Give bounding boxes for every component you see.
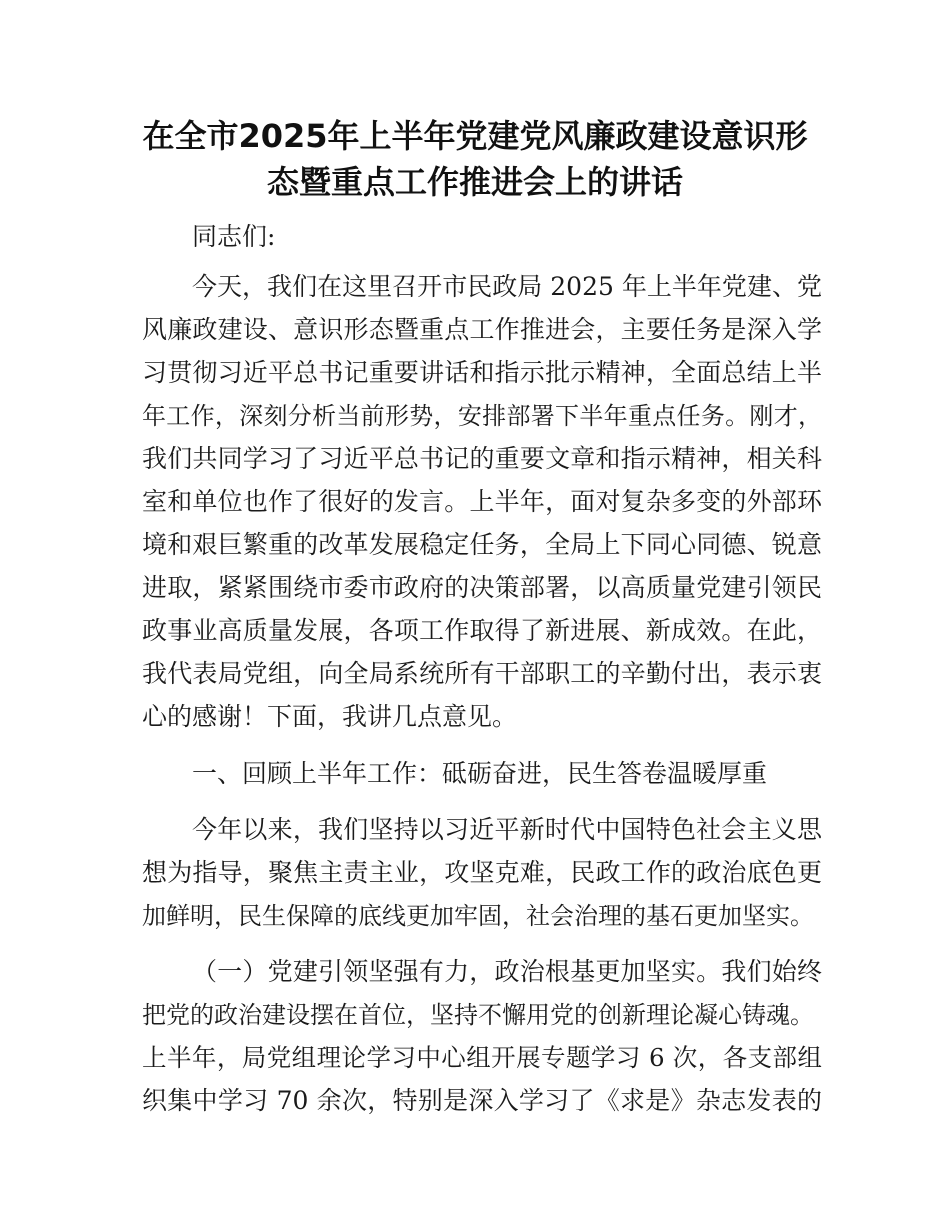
paragraph-2-line: 想为指导，聚焦主责主业，攻坚克难，民政工作的政治底色更 [142,858,822,887]
paragraph-1-line: 进取，紧紧围绕市委市政府的决策部署，以高质量党建引领民 [142,573,822,602]
paragraph-1-line: 心的感谢！下面，我讲几点意见。 [142,702,518,731]
paragraph-3-line: （一）党建引领坚强有力，政治根基更加坚实。我们始终 [192,957,822,986]
paragraph-3-line: 把党的政治建设摆在首位，坚持不懈用党的创新理论凝心铸魂。 [142,1001,814,1029]
document-title-line-1: 在全市2025年上半年党建党风廉政建设意识形 [142,117,808,155]
paragraph-1-line: 室和单位也作了很好的发言。上半年，面对复杂多变的外部环 [142,487,822,516]
paragraph-1-line: 我们共同学习了习近平总书记的重要文章和指示精神，相关科 [142,444,822,473]
paragraph-1-line: 我代表局党组，向全局系统所有干部职工的辛勤付出，表示衷 [142,659,822,688]
paragraph-1-line: 今天，我们在这里召开市民政局 2025 年上半年党建、党 [192,272,822,301]
document-body [142,0,822,1230]
paragraph-2-line: 今年以来，我们坚持以习近平新时代中国特色社会主义思 [192,815,822,844]
paragraph-1-line: 境和艰巨繁重的改革发展稳定任务，全局上下同心同德、锐意 [142,530,822,559]
salutation: 同志们: [192,222,276,251]
paragraph-1-line: 习贯彻习近平总书记重要讲话和指示批示精神，全面总结上半 [142,358,822,387]
document-title-line-2: 态暨重点工作推进会上的讲话 [266,163,683,201]
paragraph-1-line: 政事业高质量发展，各项工作取得了新进展、新成效。在此， [142,616,822,645]
paragraph-3-line: 织集中学习 70 余次，特别是深入学习了《求是》杂志发表的 [142,1086,822,1115]
paragraph-3-line: 上半年，局党组理论学习中心组开展专题学习 6 次，各支部组 [142,1043,822,1072]
paragraph-2-line: 加鲜明，民生保障的底线更加牢固，社会治理的基石更加坚实。 [142,902,814,930]
paragraph-1-line: 年工作，深刻分析当前形势，安排部署下半年重点任务。刚才， [142,402,822,430]
paragraph-1-line: 风廉政建设、意识形态暨重点工作推进会，主要任务是深入学 [142,315,822,344]
section-heading: 一、回顾上半年工作：砥砺奋进，民生答卷温暖厚重 [192,759,768,788]
